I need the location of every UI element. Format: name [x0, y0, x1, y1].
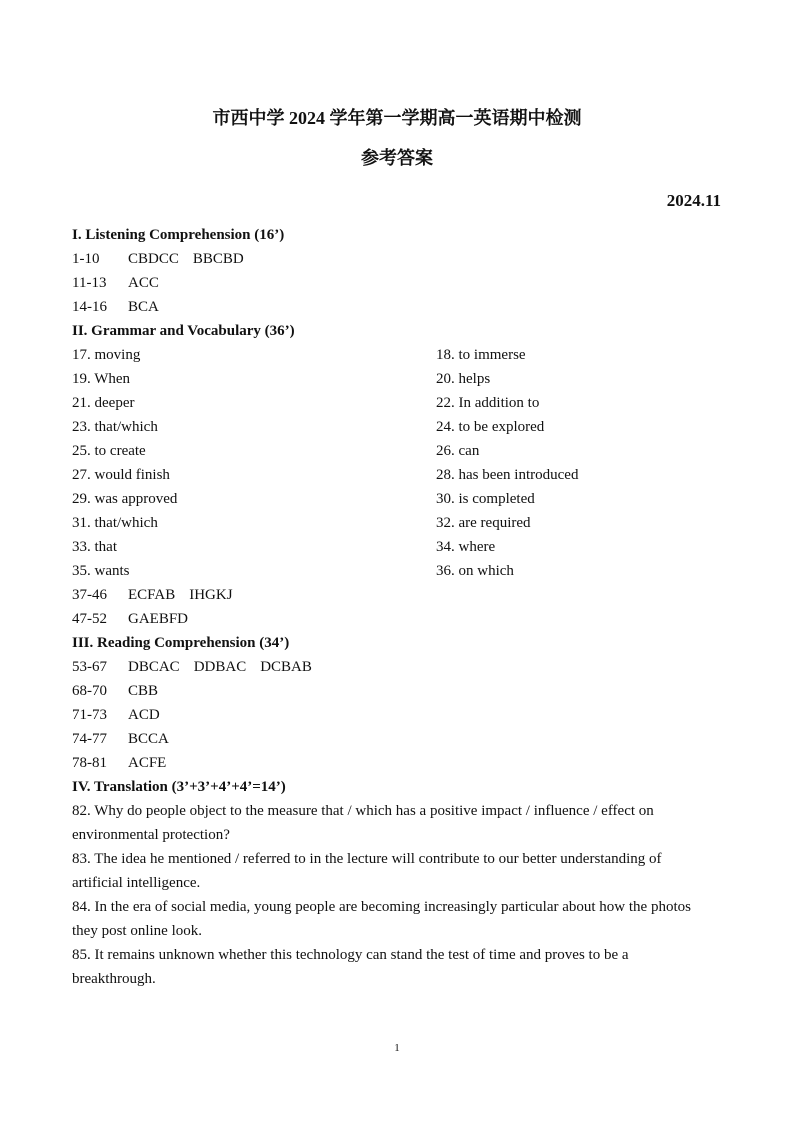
answer-item: 19. When — [72, 371, 131, 387]
answer-range: 74-77 — [72, 731, 107, 747]
answer-range: 71-73 — [72, 707, 107, 723]
translation-answer: 85. It remains unknown whether this technology can stand the test of time and proves to be a breakthrough. — [72, 947, 629, 987]
answer-group: DDBAC — [193, 659, 247, 675]
answer-pair-row — [72, 487, 712, 511]
answer-group: BBCBD — [192, 251, 244, 267]
answer-row — [72, 583, 712, 607]
answer-item: 21. deeper — [72, 395, 135, 411]
document-date: 2024.11 — [666, 191, 721, 210]
answer-pair-row — [72, 367, 712, 391]
answer-row — [72, 607, 712, 631]
answer-group: IHGKJ — [189, 587, 233, 603]
answer-item: 36. on which — [436, 563, 514, 579]
answer-item: 30. is completed — [436, 491, 535, 507]
answer-item: 22. In addition to — [436, 395, 540, 411]
answer-item: 29. was approved — [72, 491, 178, 507]
section-heading-translation: IV. Translation (3’+3’+4’+4’=14’) — [72, 779, 286, 795]
answer-item: 23. that/which — [72, 419, 158, 435]
answer-pair-row — [72, 439, 712, 463]
answer-item: 26. can — [436, 443, 480, 459]
answer-item: 35. wants — [72, 563, 130, 579]
answer-group: DCBAB — [260, 659, 312, 675]
answer-item: 20. helps — [436, 371, 491, 387]
answer-item: 28. has been introduced — [436, 467, 579, 483]
answer-item: 25. to create — [72, 443, 146, 459]
section-heading-reading: III. Reading Comprehension (34’) — [72, 635, 290, 651]
answer-group: CBDCC — [128, 251, 179, 267]
answer-pair-row — [72, 535, 712, 559]
translation-answer: 82. Why do people object to the measure that / which has a positive impact / influence / effect on environmental protection? — [72, 803, 654, 843]
answer-row — [72, 655, 712, 679]
answer-range: 78-81 — [72, 755, 107, 771]
answer-item: 33. that — [72, 539, 117, 555]
answer-item: 17. moving — [72, 347, 141, 363]
answer-pair-row — [72, 511, 712, 535]
answer-item: 24. to be explored — [436, 419, 545, 435]
section-heading-listening: I. Listening Comprehension (16’) — [72, 227, 285, 243]
answer-range: 14-16 — [72, 299, 107, 315]
answer-group: CBB — [128, 683, 159, 699]
answer-item: 34. where — [436, 539, 496, 555]
answer-item: 27. would finish — [72, 467, 170, 483]
answer-pair-row — [72, 559, 712, 583]
answer-range: 1-10 — [72, 251, 100, 267]
answer-range: 37-46 — [72, 587, 107, 603]
document-title: 市西中学 2024 学年第一学期高一英语期中检测 — [212, 108, 582, 128]
answer-content — [72, 223, 712, 991]
answer-range: 53-67 — [72, 659, 107, 675]
answer-row — [72, 751, 712, 775]
section-heading-grammar: II. Grammar and Vocabulary (36’) — [72, 323, 295, 339]
document-subtitle: 参考答案 — [361, 148, 433, 168]
answer-group: ACC — [128, 275, 159, 291]
answer-row — [72, 727, 712, 751]
answer-item: 31. that/which — [72, 515, 158, 531]
answer-group: DBCAC — [128, 659, 180, 675]
answer-pair-row — [72, 415, 712, 439]
answer-group: ACD — [128, 707, 160, 723]
answer-row — [72, 247, 712, 271]
translation-answer: 83. The idea he mentioned / referred to in the lecture will contribute to our better understanding of artificial intelligence. — [72, 851, 662, 891]
translation-answer: 84. In the era of social media, young people are becoming increasingly particular about how the photos they post online look. — [72, 899, 691, 939]
answer-group: ECFAB — [128, 587, 176, 603]
answer-group: ACFE — [128, 755, 167, 771]
answer-pair-row — [72, 391, 712, 415]
answer-pair-row — [72, 343, 712, 367]
page-number: 1 — [394, 1042, 400, 1054]
answer-range: 68-70 — [72, 683, 107, 699]
answer-item: 32. are required — [436, 515, 531, 531]
answer-group: BCA — [128, 299, 159, 315]
answer-row — [72, 295, 712, 319]
answer-range: 11-13 — [72, 275, 107, 291]
answer-row — [72, 271, 712, 295]
answer-group: BCCA — [128, 731, 169, 747]
answer-pair-row — [72, 463, 712, 487]
answer-item: 18. to immerse — [436, 347, 526, 363]
answer-row — [72, 703, 712, 727]
answer-range: 47-52 — [72, 611, 107, 627]
answer-group: GAEBFD — [128, 611, 189, 627]
answer-row — [72, 679, 712, 703]
